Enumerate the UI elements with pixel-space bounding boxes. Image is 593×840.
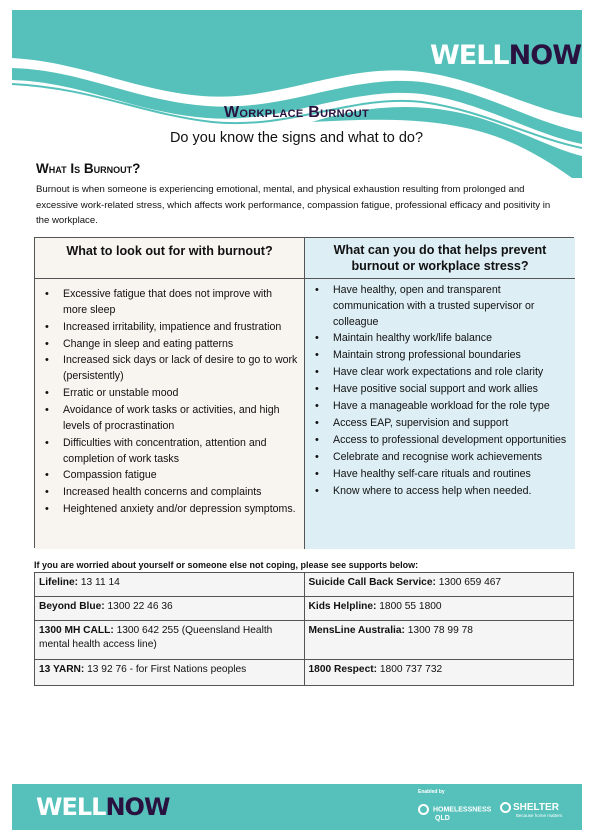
support-13yarn: 13 YARN: 13 92 76 - for First Nations peoples <box>35 660 305 686</box>
table-row <box>35 660 574 686</box>
homelessness-qld-logo: HOMELESSNESS QLD <box>418 804 491 822</box>
what-is-burnout-heading: What Is Burnout? <box>36 161 141 176</box>
list-item: • Increased sick days or lack of desire to go to work (persistently) <box>45 353 298 385</box>
wellnow-footer-logo: WELLNOW <box>36 793 170 821</box>
table-row <box>35 573 574 597</box>
footer-banner <box>12 784 582 830</box>
support-mensline: MensLine Australia: 1300 78 99 78 <box>304 621 574 660</box>
list-item: • Have healthy, open and transparent communication with a trusted supervisor or colleague <box>315 283 569 330</box>
list-item: • Excessive fatigue that does not improve with more sleep <box>45 287 298 319</box>
list-item: • Access EAP, supervision and support <box>315 416 569 432</box>
wellnow-logo: WELLNOW <box>430 40 581 71</box>
list-item: • Erratic or unstable mood <box>45 386 298 402</box>
support-kids-helpline: Kids Helpline: 1800 55 1800 <box>304 597 574 621</box>
list-item: • Celebrate and recognise work achievements <box>315 450 569 466</box>
shelter-logo: SHELTER Because home matters <box>500 802 562 818</box>
header-banner <box>12 10 582 178</box>
list-item: • Compassion fatigue <box>45 468 298 484</box>
list-item: • Increased irritability, impatience and frustration <box>45 320 298 336</box>
list-item: • Know where to access help when needed. <box>315 484 569 500</box>
wave-graphic <box>12 10 582 178</box>
list-item: • Access to professional development opportunities <box>315 433 569 449</box>
support-lifeline: Lifeline: 13 11 14 <box>35 573 305 597</box>
page-subtitle: Do you know the signs and what to do? <box>169 130 424 146</box>
list-item: • Have healthy self-care rituals and routines <box>315 467 569 483</box>
list-item: • Heightened anxiety and/or depression symptoms. <box>45 502 298 518</box>
list-item: • Maintain strong professional boundaries <box>315 348 569 364</box>
table-row <box>35 621 574 660</box>
table-row <box>35 597 574 621</box>
support-beyond-blue: Beyond Blue: 1300 22 46 36 <box>35 597 305 621</box>
list-item: • Maintain healthy work/life balance <box>315 331 569 347</box>
list-item: • Have clear work expectations and role clarity <box>315 365 569 381</box>
list-item: • Difficulties with concentration, attention and completion of work tasks <box>45 436 298 468</box>
burnout-definition: Burnout is when someone is experiencing emotional, mental, and physical exhaustion resulting from prolonged and excessive work-related stress, which affects work performance, compassion fatigue, professional efficacy and positivity in the workplace. <box>36 184 551 226</box>
page-title: Workplace Burnout <box>224 104 369 121</box>
support-mh-call: 1300 MH CALL: 1300 642 255 (Queensland Health mental health access line) <box>35 621 305 660</box>
warning-signs-heading: What to look out for with burnout? <box>35 238 305 279</box>
supports-intro: If you are worried about yourself or someone else not coping, please see supports below: <box>34 560 419 570</box>
homelessness-qld-icon <box>418 804 429 815</box>
list-item: • Avoidance of work tasks or activities, and high levels of procrastination <box>45 403 298 435</box>
list-item: • Change in sleep and eating patterns <box>45 337 298 353</box>
enabled-by-label: Enabled by <box>418 789 445 795</box>
list-item: • Have positive social support and work allies <box>315 382 569 398</box>
warning-signs-list <box>35 279 305 549</box>
shelter-icon <box>500 802 511 813</box>
list-item: • Have a manageable workload for the role type <box>315 399 569 415</box>
prevention-heading: What can you do that helps prevent burnout or workplace stress? <box>305 238 575 279</box>
list-item: • Increased health concerns and complaints <box>45 485 298 501</box>
prevention-list <box>305 279 575 549</box>
burnout-table <box>34 237 574 548</box>
supports-table <box>34 572 574 686</box>
support-1800-respect: 1800 Respect: 1800 737 732 <box>304 660 574 686</box>
support-suicide-callback: Suicide Call Back Service: 1300 659 467 <box>304 573 574 597</box>
